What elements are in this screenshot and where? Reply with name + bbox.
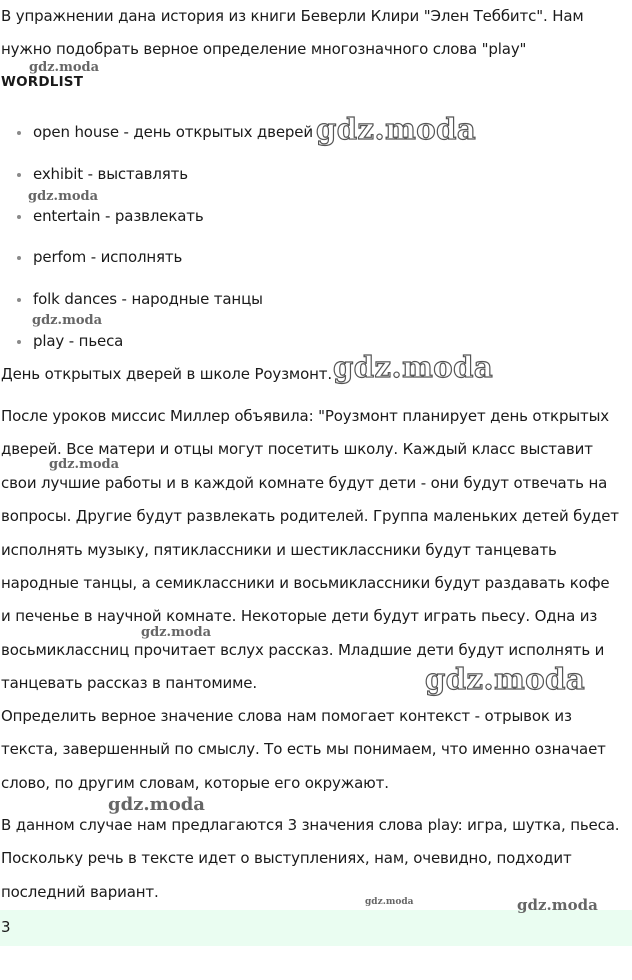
story-paragraph bbox=[0, 400, 630, 701]
watermark: gdz.moda bbox=[141, 625, 212, 640]
watermark: gdz.moda bbox=[32, 313, 103, 328]
bullet-icon bbox=[17, 173, 21, 177]
answer-value: 3 bbox=[1, 918, 11, 936]
wordlist bbox=[0, 116, 313, 367]
wordlist-title: WORDLIST bbox=[1, 74, 84, 90]
story-line: После уроков миссис Миллер объявила: "Роузмонт планирует день открытых bbox=[1, 407, 610, 425]
intro-paragraph bbox=[0, 0, 630, 67]
story-title bbox=[0, 358, 630, 391]
bullet-icon bbox=[17, 340, 21, 344]
story-line: и печенье в научной комнате. Некоторые дети будут играть пьесу. Одна из bbox=[1, 607, 598, 626]
list-item bbox=[0, 241, 313, 283]
intro-line: В упражнении дана история из книги Беверли Клири "Элен Теббитс". Нам bbox=[1, 7, 584, 25]
watermark: gdz.moda bbox=[316, 112, 477, 146]
watermark: gdz.moda bbox=[517, 896, 598, 914]
conclusion-line: В данном случае нам предлагаются 3 значения слова play: игра, шутка, пьеса. bbox=[1, 816, 620, 834]
story-line: восьмиклассниц прочитает вслух рассказ. Младшие дети будут исполнять и bbox=[1, 640, 605, 659]
list-item bbox=[0, 158, 313, 200]
context-line: текста, завершенный по смыслу. То есть мы понимаем, что именно означает bbox=[1, 740, 606, 759]
story-title-text: День открытых дверей в школе Роузмонт. bbox=[1, 365, 332, 383]
story-line: свои лучшие работы и в каждой комнате будут дети - они будут отвечать на bbox=[1, 473, 608, 492]
watermark: gdz.moda bbox=[333, 350, 494, 384]
conclusion-line: последний вариант. bbox=[1, 882, 159, 901]
wordlist-item-text: exhibit - выставлять bbox=[33, 164, 188, 183]
watermark: gdz.moda bbox=[425, 662, 586, 696]
wordlist-item-text: play - пьеса bbox=[33, 331, 124, 350]
watermark: gdz.moda bbox=[365, 897, 414, 907]
wordlist-item-text: open house - день открытых дверей bbox=[33, 123, 313, 141]
story-line: народные танцы, а семиклассники и восьмиклассники будут раздавать кофе bbox=[1, 574, 610, 593]
story-line: дверей. Все матери и отцы могут посетить школу. Каждый класс выставит bbox=[1, 440, 593, 459]
bullet-icon bbox=[17, 256, 21, 260]
bullet-icon bbox=[17, 298, 21, 302]
bullet-icon bbox=[17, 215, 21, 219]
watermark: gdz.moda bbox=[49, 457, 120, 472]
watermark: gdz.moda bbox=[108, 794, 205, 815]
watermark: gdz.moda bbox=[29, 60, 100, 75]
answer-box bbox=[0, 910, 632, 946]
watermark: gdz.moda bbox=[28, 189, 99, 204]
list-item bbox=[0, 283, 313, 328]
list-item bbox=[0, 116, 313, 158]
intro-line: нужно подобрать верное определение многозначного слова "play" bbox=[1, 40, 527, 59]
context-line: слово, по другим словам, которые его окружают. bbox=[1, 773, 389, 792]
wordlist-item-text: folk dances - народные танцы bbox=[33, 290, 263, 309]
wordlist-item-text: perfom - исполнять bbox=[33, 248, 183, 267]
conclusion-paragraph bbox=[0, 809, 630, 909]
conclusion-line: Поскольку речь в тексте идет о выступлениях, нам, очевидно, подходит bbox=[1, 849, 572, 868]
story-line: танцевать рассказ в пантомиме. bbox=[1, 674, 257, 693]
context-paragraph bbox=[0, 700, 630, 800]
wordlist-item-text: entertain - развлекать bbox=[33, 206, 204, 225]
story-line: исполнять музыку, пятиклассники и шестиклассники будут танцевать bbox=[1, 540, 557, 559]
list-item bbox=[0, 200, 313, 242]
story-line: вопросы. Другие будут развлекать родителей. Группа маленьких детей будет bbox=[1, 507, 619, 526]
context-line: Определить верное значение слова нам помогает контекст - отрывок из bbox=[1, 707, 572, 725]
bullet-icon bbox=[17, 131, 21, 135]
